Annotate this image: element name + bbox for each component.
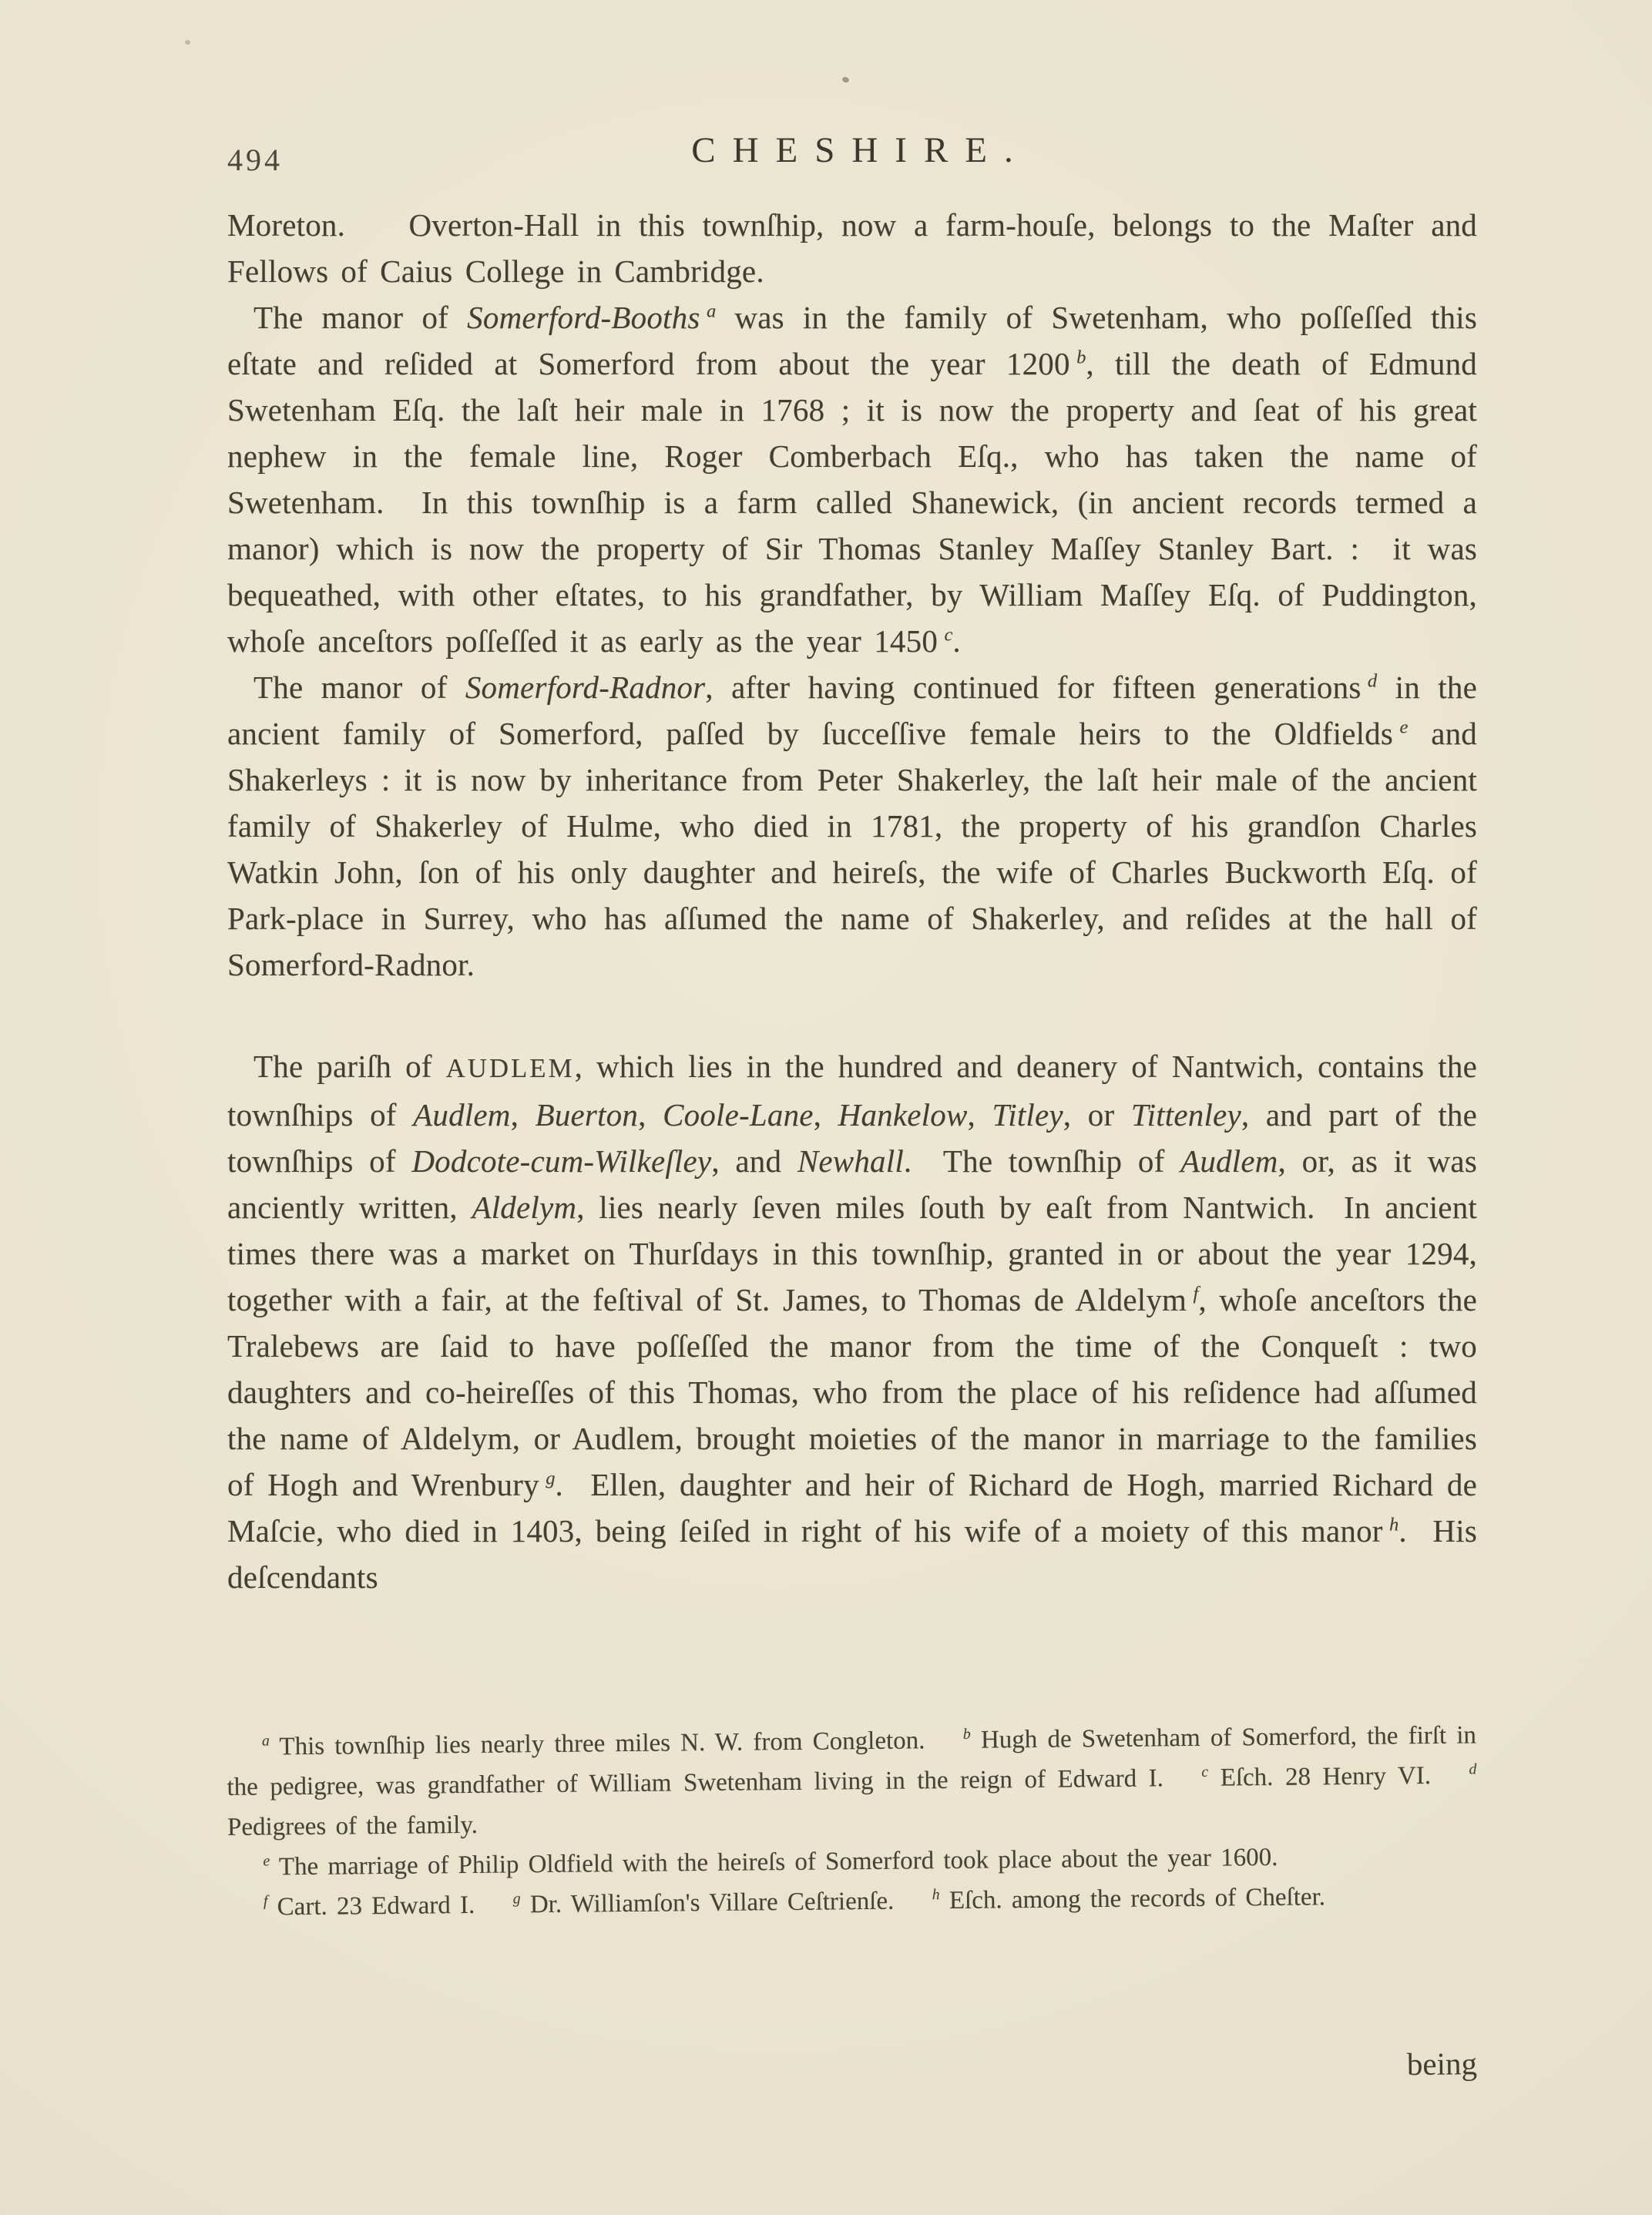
paragraph-somerford-radnor: The manor of Somerford-Radnor, after having continued for fifteen generations $^d$ in the ancient family of Somerford, paſſed by ſucceſſive female heirs to the Oldfields $^e$ and Shakerleys : it is now by inheritance from Peter Shakerley, the laſt heir male of the ancient family of Shakerley of Hulme, who died in 1781, the property of his grandſon Charles Watkin John, ſon of his only daughter and heireſs, the wife of Charles Buckworth Eſq. of Park-place in Surrey, who has aſſumed the name of Shakerley, and reſides at the hall of Somerford-Radnor. bbox=[227, 670, 1477, 982]
paragraph-audlem-parish: The pariſh of AUDLEM, which lies in the hundred and deanery of Nantwich, contains the townſhips of Audlem, Buerton, Coole-Lane, Hankelow, Titley, or Tittenley, and part of the townſhips of Dodcote-cum-Wilkeſley, and Newhall. The townſhip of Audlem, or, as it was anciently written, Aldelym, lies nearly ſeven miles ſouth by eaſt from Nantwich. In ancient times there was a market on Thurſdays in this townſhip, granted in or about the year 1294, together with a fair, at the feſtival of St. James, to Thomas de Aldelym $^f$, whoſe anceſtors the Tralebews are ſaid to have poſſeſſed the manor from the time of the Conqueſt : two daughters and co-heireſſes of this Thomas, who from the place of his reſidence had aſſumed the name of Aldelym, or Audlem, brought moieties of the manor in marriage to the families of Hogh and Wrenbury $^g$. Ellen, daughter and heir of Richard de Hogh, married Richard de Maſcie, who died in 1403, being ſeiſed in right of his wife of a moiety of this manor $^h$. His deſcendants bbox=[227, 1049, 1478, 1595]
running-title: CHESHIRE. bbox=[691, 130, 1030, 170]
paragraph-moreton-overton-hall: Moreton. Overton-Hall in this townſhip, now a farm-houſe, belongs to the Maſter and Fellows of Caius College in Cambridge. bbox=[227, 207, 1477, 289]
page-header bbox=[227, 129, 1477, 191]
footnote-a-b-c-d: $^a$ This townſhip lies nearly three miles N. W. from Congleton. $^b$ Hugh de Swetenham of Somerford, the firſt in the pedigree, was grandfather of William Swetenham living in the reign of Edward I. $^c$ Eſch. 28 Henry VI. $^d$ Pedigrees of the family. bbox=[227, 1721, 1477, 1841]
footnotes-block bbox=[227, 1715, 1478, 1928]
paragraph-somerford-booths: The manor of Somerford-Booths $^a$ was in the family of Swetenham, who poſſeſſed this eſtate and reſided at Somerford from about the year 1200 $^b$, till the death of Edmund Swetenham Eſq. the laſt heir male in 1768 ; it is now the property and ſeat of his great nephew in the female line, Roger Comberbach Eſq., who has taken the name of Swetenham. In this townſhip is a farm called Shanewick, (in ancient records termed a manor) which is now the property of Sir Thomas Stanley Maſſey Stanley Bart. : it was bequeathed, with other eſtates, to his grandfather, by William Maſſey Eſq. of Puddington, whoſe anceſtors poſſeſſed it as early as the year 1450 $^c$. bbox=[227, 300, 1477, 659]
ink-speck bbox=[841, 76, 850, 84]
ink-speck bbox=[185, 40, 190, 45]
page-number: 494 bbox=[227, 143, 283, 177]
footnote-e: $^e$ The marriage of Philip Oldfield with the heireſs of Somerford took place about the year 1600. bbox=[263, 1843, 1278, 1881]
catchword: being bbox=[1406, 2046, 1478, 2082]
footnote-f-g-h: $^f$ Cart. 23 Edward I. $^g$ Dr. Williamſon's Villare Ceſtrienſe. $^h$ Eſch. among the records of Cheſter. bbox=[263, 1883, 1326, 1921]
main-text-block bbox=[227, 202, 1477, 1600]
